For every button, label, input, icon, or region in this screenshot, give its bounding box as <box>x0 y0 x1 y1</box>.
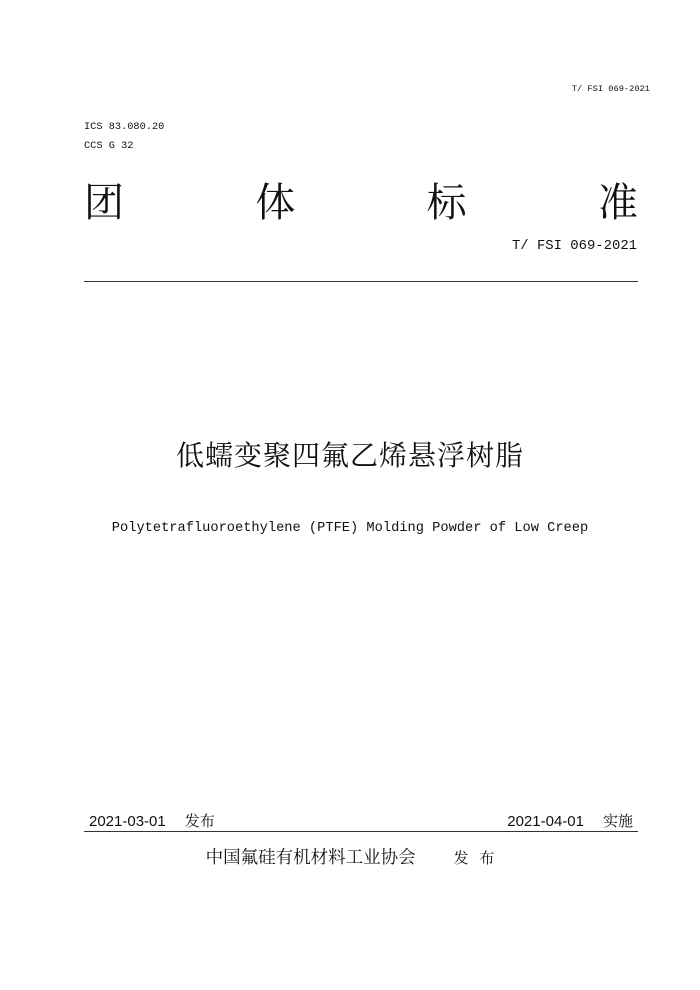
standard-type-char: 团 <box>84 180 124 226</box>
issue-date-group <box>89 812 215 831</box>
dates-row <box>89 812 633 831</box>
implement-date: 2021-04-01 <box>507 813 584 830</box>
document-title-english: Polytetrafluoroethylene (PTFE) Molding Powder of Low Creep <box>111 521 589 536</box>
ccs-code: CCS G 32 <box>84 140 134 152</box>
header-divider <box>84 281 638 282</box>
publisher-row <box>0 847 700 869</box>
publisher-name: 中国氟硅有机材料工业协会 <box>205 848 416 868</box>
issue-date: 2021-03-01 <box>89 813 166 830</box>
standard-type-heading <box>84 180 638 226</box>
publisher-action: 发 布 <box>453 849 495 867</box>
standard-type-char: 体 <box>255 180 296 226</box>
standard-type-char: 准 <box>597 180 638 226</box>
footer-divider <box>84 831 638 832</box>
implement-date-group <box>507 812 633 831</box>
standard-number: T/ FSI 069-2021 <box>511 238 637 254</box>
implement-label: 实施 <box>602 812 633 830</box>
standard-type-char: 标 <box>426 180 467 226</box>
issue-label: 发布 <box>184 812 215 830</box>
document-title-chinese: 低蠕变聚四氟乙烯悬浮树脂 <box>175 439 524 472</box>
ics-code: ICS 83.080.20 <box>84 121 165 133</box>
header-document-code: T/ FSI 069-2021 <box>571 84 650 94</box>
